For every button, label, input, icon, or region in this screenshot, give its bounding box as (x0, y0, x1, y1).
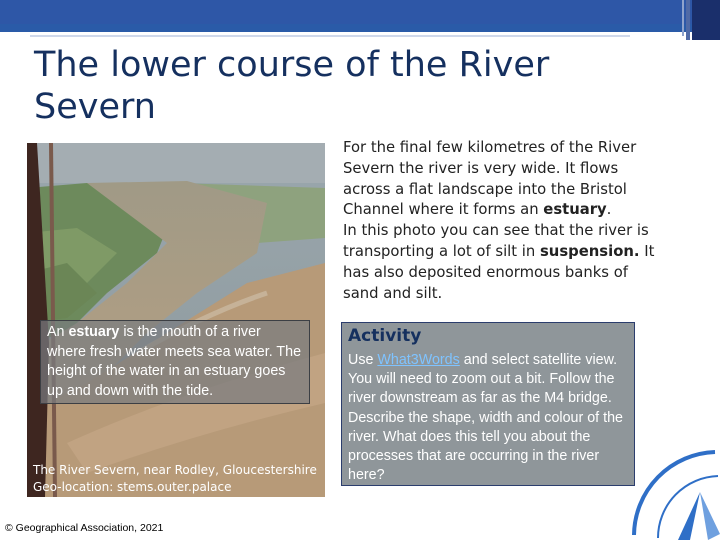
description-p2-end: It has also deposited enormous banks of sand and silt. (343, 242, 655, 302)
description-p1-term: estuary (543, 201, 607, 219)
activity-instructions (348, 351, 628, 485)
header-bar (0, 0, 720, 24)
estuary-note-prefix: An (47, 324, 69, 340)
compass-icon (610, 430, 720, 540)
activity-text-start: Use (348, 352, 378, 368)
activity-text-rest: and select satellite view. You will need to zoom out a bit. Follow the river downstream as far as the M4 bridge. Describe the shape, width and colour of the river. What does this tell you about the processes that are occurring in the river here? (348, 352, 623, 484)
header-divider (30, 35, 630, 37)
description-paragraph-2 (343, 221, 661, 304)
activity-heading: Activity (348, 326, 422, 346)
slide-title: The lower course of the River Severn (34, 45, 550, 127)
estuary-definition-box (40, 320, 310, 404)
estuary-note-term: estuary (68, 324, 120, 340)
description-p1-text: For the final few kilometres of the River Severn the river is very wide. It flows across a flat landscape into the Bristol Channel where it forms an (343, 139, 637, 219)
main-description (343, 138, 661, 304)
photo-caption-location: The River Severn, near Rodley, Gloucestershire (33, 463, 317, 477)
description-p1-end: . (606, 201, 612, 219)
activity-box (341, 322, 635, 486)
description-p2-text: In this photo you can see that the river is transporting a lot of silt in (343, 222, 649, 260)
description-paragraph-1 (343, 138, 661, 221)
photo-caption-geolocation: Geo-location: stems.outer.palace (33, 480, 232, 494)
what3words-link[interactable]: What3Words (377, 352, 460, 368)
header-stripe (0, 24, 720, 32)
header-corner-line-thin (682, 0, 684, 36)
header-corner-block (692, 0, 720, 40)
header-corner-line (686, 0, 690, 40)
copyright-notice: © Geographical Association, 2021 (5, 522, 164, 534)
estuary-note-text: is the mouth of a river where fresh water meets sea water. The height of the water in an estuary goes up and down with the tide. (47, 324, 302, 399)
photo-caption (33, 462, 325, 496)
description-p2-term: suspension. (540, 242, 640, 260)
